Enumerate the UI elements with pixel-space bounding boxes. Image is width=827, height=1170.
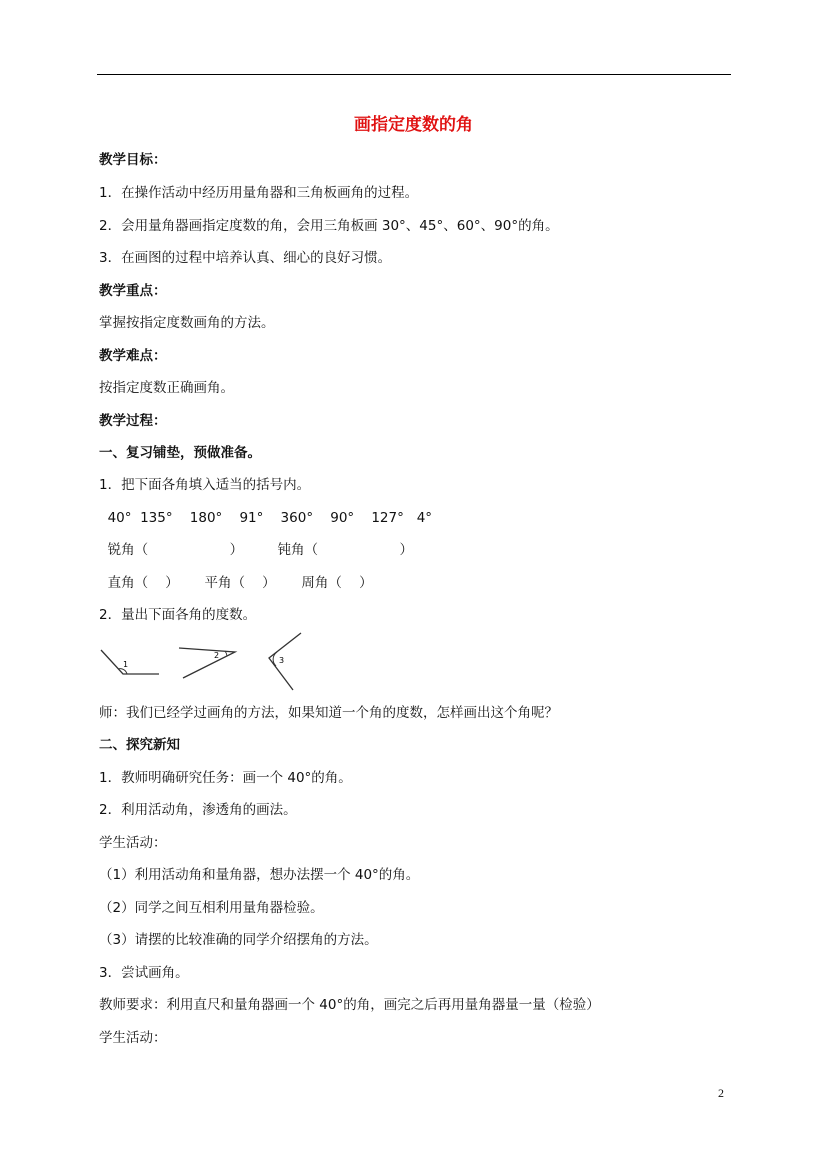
angle-1-figure (101, 650, 159, 674)
section-heading: 一、复习铺垫，预做准备。 (99, 445, 261, 461)
section-heading: 教学重点： (99, 283, 167, 299)
text-line: 3．在画图的过程中培养认真、细心的良好习惯。 (99, 250, 392, 266)
text-line: 2．会用量角器画指定度数的角，会用三角板画 30°、45°、60°、90°的角。 (99, 218, 559, 234)
text-line: 40° 135° 180° 91° 360° 90° 127° 4° (99, 510, 433, 526)
page-title: 画指定度数的角 (354, 115, 473, 135)
text-line: 按指定度数正确画角。 (99, 380, 234, 396)
text-line: 锐角（ ） 钝角（ ） (99, 542, 413, 558)
page-number: 2 (718, 1086, 724, 1100)
section-heading: 教学过程： (99, 413, 167, 429)
text-line: 3．尝试画角。 (99, 965, 189, 981)
text-line: 教师要求：利用直尺和量角器画一个 40°的角，画完之后再用量角器量一量（检验） (99, 997, 600, 1013)
angle-3-figure (269, 633, 301, 690)
header-rule (97, 74, 731, 75)
section-heading: 教学难点： (99, 348, 167, 364)
section-heading: 教学目标： (99, 152, 167, 168)
text-line: 1．教师明确研究任务：画一个 40°的角。 (99, 770, 352, 786)
text-line: 2．利用活动角，渗透角的画法。 (99, 802, 297, 818)
text-line: （1）利用活动角和量角器，想办法摆一个 40°的角。 (99, 867, 420, 883)
angle-2-label: 2 (214, 651, 220, 660)
text-line: 1．在操作活动中经历用量角器和三角板画角的过程。 (99, 185, 419, 201)
text-line: 直角（ ） 平角（ ） 周角（ ） (99, 575, 373, 591)
angle-3-label: 3 (279, 656, 285, 665)
text-line: 2．量出下面各角的度数。 (99, 607, 257, 623)
angle-2-figure (179, 648, 235, 678)
text-line: （2）同学之间互相利用量角器检验。 (99, 900, 324, 916)
angle-1-label: 1 (123, 660, 129, 669)
text-line: 掌握按指定度数画角的方法。 (99, 315, 275, 331)
text-line: （3）请摆的比较准确的同学介绍摆角的方法。 (99, 932, 378, 948)
section-heading: 二、探究新知 (99, 737, 180, 753)
text-line: 师：我们已经学过画角的方法，如果知道一个角的度数，怎样画出这个角呢？ (99, 705, 558, 721)
text-line: 学生活动： (99, 1030, 167, 1046)
text-line: 学生活动： (99, 835, 167, 851)
angle-figures (97, 628, 327, 698)
text-line: 1．把下面各角填入适当的括号内。 (99, 477, 311, 493)
